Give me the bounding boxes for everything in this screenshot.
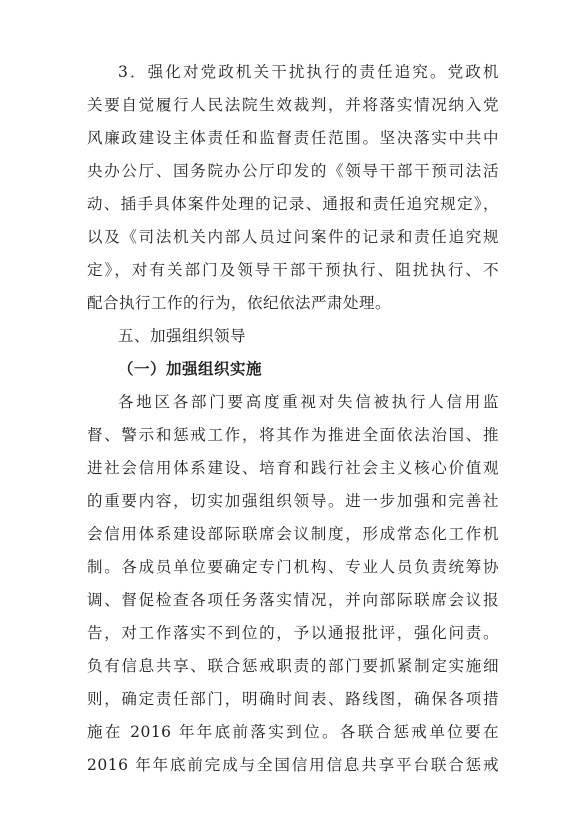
subsection-heading: （一）加强组织实施 <box>118 359 263 378</box>
paragraph-body-line-12: 2016 年年底前完成与全国信用信息共享平台联合惩戒 <box>87 756 499 774</box>
paragraph-3-line-8: 配合执行工作的行为，依纪依法严肃处理。 <box>87 294 392 312</box>
paragraph-3-line-1: 3．强化对党政机关干扰执行的责任追究。党政机 <box>118 63 499 81</box>
paragraph-body-line-2: 督、警示和惩戒工作，将其作为推进全面依法治国、推 <box>87 426 499 444</box>
paragraph-3-line-2: 关要自觉履行人民法院生效裁判，并将落实情况纳入党 <box>87 96 499 114</box>
paragraph-3-line-6: 以及《司法机关内部人员过问案件的记录和责任追究规 <box>87 228 499 246</box>
paragraph-body-line-6: 制。各成员单位要确定专门机构、专业人员负责统筹协 <box>87 558 499 576</box>
paragraph-body-line-3: 进社会信用体系建设、培育和践行社会主义核心价值观 <box>87 459 499 477</box>
paragraph-3-line-5: 动、插手具体案件处理的记录、通报和责任追究规定》， <box>87 195 499 213</box>
paragraph-3-line-3: 风廉政建设主体责任和监督责任范围。坚决落实中共中 <box>87 129 499 147</box>
paragraph-body-line-7: 调、督促检查各项任务落实情况，并向部际联席会议报 <box>87 591 499 609</box>
paragraph-3-line-7: 定》，对有关部门及领导干部干预执行、阻扰执行、不 <box>87 261 499 279</box>
paragraph-body-line-5: 会信用体系建设部际联席会议制度，形成常态化工作机 <box>87 525 499 543</box>
paragraph-3-line-4: 央办公厅、国务院办公厅印发的《领导干部干预司法活 <box>87 162 499 180</box>
paragraph-body-line-10: 则，确定责任部门，明确时间表、路线图，确保各项措 <box>87 690 499 708</box>
section-heading: 五、加强组织领导 <box>118 327 247 345</box>
paragraph-body-line-4: 的重要内容，切实加强组织领导。进一步加强和完善社 <box>87 492 499 510</box>
paragraph-body-line-8: 告，对工作落实不到位的，予以通报批评，强化问责。 <box>87 624 499 642</box>
paragraph-body-line-1: 各地区各部门要高度重视对失信被执行人信用监 <box>118 393 499 411</box>
paragraph-body-line-9: 负有信息共享、联合惩戒职责的部门要抓紧制定实施细 <box>87 657 499 675</box>
paragraph-body-line-11: 施在 2016 年年底前落实到位。各联合惩戒单位要在 <box>87 723 499 741</box>
